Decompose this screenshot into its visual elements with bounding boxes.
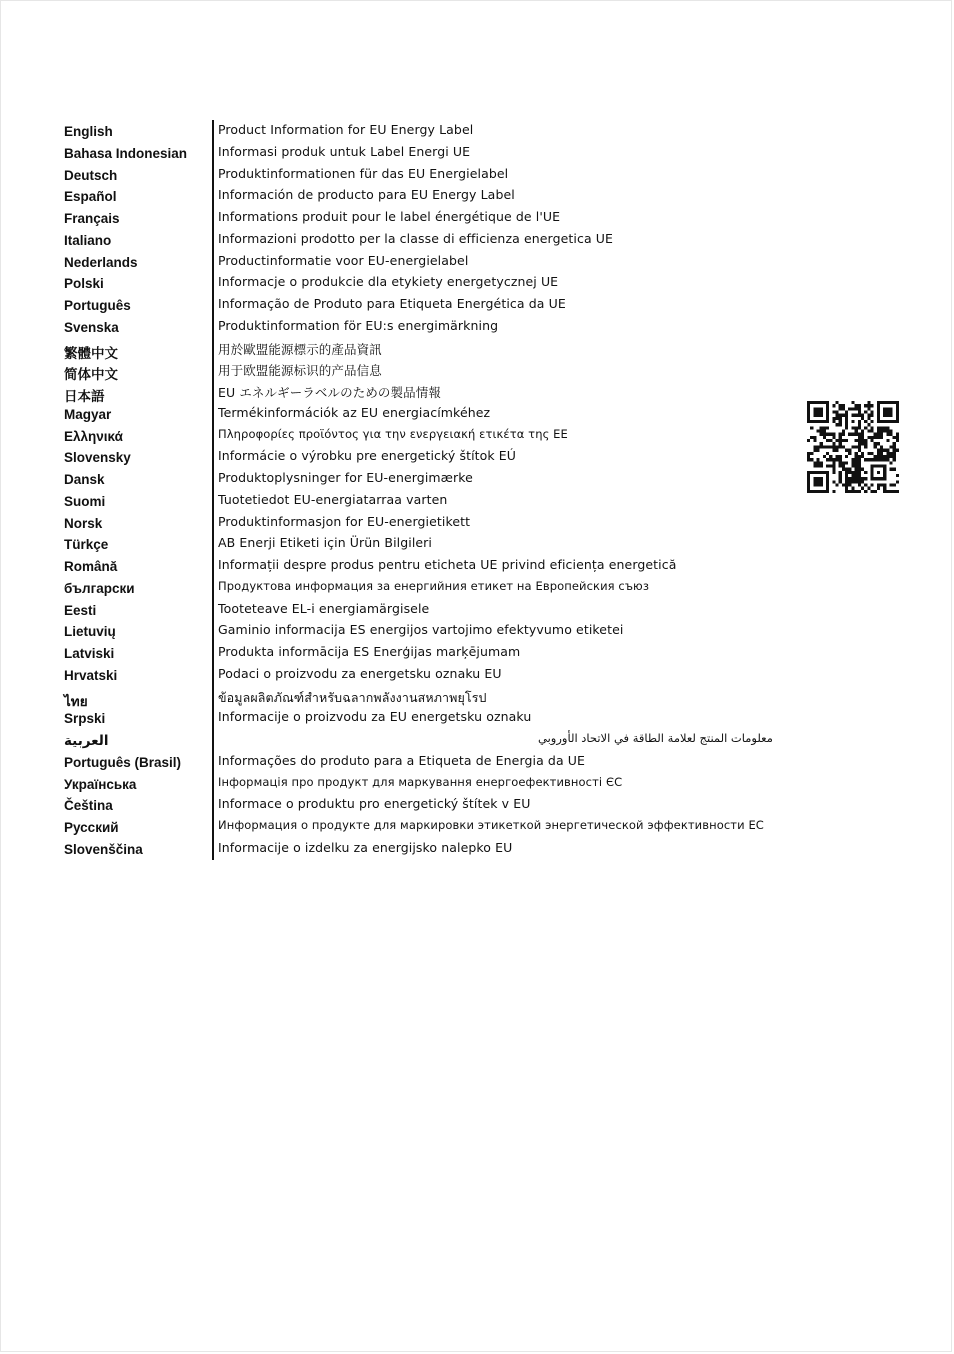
product-info-description: Informații despre produs pentru eticheta UE privind eficiența energetică <box>218 557 677 572</box>
table-row <box>64 794 784 816</box>
product-info-description: Tooteteave EL-i energiamärgisele <box>218 600 430 616</box>
table-row <box>64 381 784 403</box>
product-info-description: Produktinformasjon for EU-energietikett <box>218 513 471 529</box>
language-name: 日本語 <box>64 389 105 404</box>
product-info-description: Termékinformációk az EU energiacímkéhez <box>218 404 491 420</box>
product-info-description: Informações do produto para a Etiqueta de Energia da UE <box>218 752 586 768</box>
table-row <box>64 164 784 186</box>
table-row <box>64 359 784 381</box>
table-row <box>64 185 784 207</box>
language-name: Français <box>64 211 120 226</box>
language-name: ไทย <box>64 693 88 709</box>
product-info-description: Productinformatie voor EU-energielabel <box>218 252 469 268</box>
table-row <box>64 272 784 294</box>
product-info-description: Informacije o proizvodu za EU energetsku oznaku <box>218 709 532 725</box>
table-row <box>64 512 784 534</box>
language-name: 繁體中文 <box>64 345 118 361</box>
product-info-description: Πληροφορίες προϊόντος για την ενεργειακή ετικέτα της ΕΕ <box>218 426 568 441</box>
table-row <box>64 490 784 512</box>
language-name: Eesti <box>64 602 97 618</box>
table-row <box>64 294 784 316</box>
table-row <box>64 707 784 729</box>
table-row <box>64 425 784 447</box>
product-info-description: EU エネルギーラベルのための製品情報 <box>218 385 441 400</box>
language-name: English <box>64 124 113 139</box>
table-row <box>64 686 784 708</box>
product-info-description: 用于欧盟能源标识的产品信息 <box>218 363 382 379</box>
product-info-description: Tuotetiedot EU-energiatarraa varten <box>218 491 448 507</box>
language-name: Hrvatski <box>64 667 118 683</box>
table-row <box>64 816 784 838</box>
table-row <box>64 316 784 338</box>
language-name: العربية <box>64 733 109 748</box>
language-name: Svenska <box>64 319 119 335</box>
product-info-description: Información de producto para EU Energy Label <box>218 187 515 203</box>
product-info-description: Produktinformationen für das EU Energielabel <box>218 165 509 181</box>
product-info-description: ข้อมูลผลิตภัณฑ์สำหรับฉลากพลังงานสหภาพยุโรป <box>218 689 487 705</box>
product-info-description: AB Enerji Etiketi için Ürün Bilgileri <box>218 535 432 551</box>
language-name: Magyar <box>64 406 112 422</box>
table-row <box>64 838 784 860</box>
language-name: Slovensky <box>64 450 131 466</box>
table-row <box>64 599 784 621</box>
language-name: Norsk <box>64 515 103 531</box>
table-row <box>64 120 784 142</box>
table-row <box>64 664 784 686</box>
language-name: Bahasa Indonesian <box>64 145 188 161</box>
language-name: Lietuvių <box>64 624 116 640</box>
language-name: български <box>64 580 135 596</box>
table-row <box>64 773 784 795</box>
language-name: Español <box>64 189 117 205</box>
table-row <box>64 729 784 751</box>
language-name: Dansk <box>64 472 105 487</box>
product-info-description: Informação de Produto para Etiqueta Energética da UE <box>218 296 566 311</box>
language-name: Nederlands <box>64 254 138 270</box>
product-info-description: Informations produit pour le label énergétique de l'UE <box>218 209 561 224</box>
product-info-description: Informace o produktu pro energetický štítek v EU <box>218 796 531 812</box>
product-info-description: Informacije o izdelku za energijsko nalepko EU <box>218 839 513 855</box>
language-name: Čeština <box>64 798 113 814</box>
product-info-description: Podaci o proizvodu za energetsku oznaku EU <box>218 665 502 681</box>
table-row <box>64 620 784 642</box>
product-info-description: Produktoplysninger for EU-energimærke <box>218 470 473 485</box>
table-row <box>64 338 784 360</box>
language-name: Português (Brasil) <box>64 754 182 770</box>
table-row <box>64 446 784 468</box>
language-name: 简体中文 <box>64 367 118 383</box>
table-row <box>64 207 784 229</box>
product-info-description: 用於歐盟能源標示的產品資訊 <box>218 341 382 357</box>
table-row <box>64 642 784 664</box>
product-info-description: Продуктова информация за енергийния етикет на Европейския съюз <box>218 578 650 593</box>
language-table <box>64 120 784 860</box>
language-name: Ελληνικά <box>64 428 123 444</box>
table-row <box>64 142 784 164</box>
product-info-description: Информация о продукте для маркировки этикеткой энергетической эффективности ЕС <box>218 818 764 832</box>
product-info-description: Produktinformation för EU:s energimärkning <box>218 317 499 333</box>
product-info-description: معلومات المنتج لعلامة الطاقة في الاتحاد الأوروبي <box>538 731 773 745</box>
product-info-description: Informácie o výrobku pre energetický štítok EÚ <box>218 448 517 464</box>
language-name: Українська <box>64 776 137 792</box>
table-row <box>64 555 784 577</box>
language-name: Türkçe <box>64 537 109 553</box>
language-name: Română <box>64 559 118 574</box>
language-name: Русский <box>64 820 119 835</box>
product-info-description: Produkta informācija ES Enerģijas marķējumam <box>218 644 521 659</box>
language-name: Italiano <box>64 232 112 248</box>
language-name: Latviski <box>64 646 115 661</box>
table-row <box>64 751 784 773</box>
language-name: Slovenščina <box>64 841 143 857</box>
table-row <box>64 468 784 490</box>
product-info-description: Gaminio informacija ES energijos vartojimo efektyvumo etiketei <box>218 622 624 638</box>
table-row <box>64 251 784 273</box>
language-name: Srpski <box>64 711 106 727</box>
table-row <box>64 403 784 425</box>
table-row <box>64 577 784 599</box>
product-info-description: Informazioni prodotto per la classe di efficienza energetica UE <box>218 230 614 246</box>
language-name: Deutsch <box>64 167 118 183</box>
language-name: Português <box>64 298 131 313</box>
language-name: Polski <box>64 276 104 292</box>
product-info-description: Інформація про продукт для маркування енергоефективності ЄС <box>218 774 623 789</box>
language-name: Suomi <box>64 493 106 509</box>
table-row <box>64 229 784 251</box>
table-row <box>64 533 784 555</box>
product-info-description: Informasi produk untuk Label Energi UE <box>218 143 471 159</box>
qr-code-icon <box>807 401 899 493</box>
product-info-description: Informacje o produkcie dla etykiety energetycznej UE <box>218 274 559 290</box>
product-info-description: Product Information for EU Energy Label <box>218 122 474 137</box>
